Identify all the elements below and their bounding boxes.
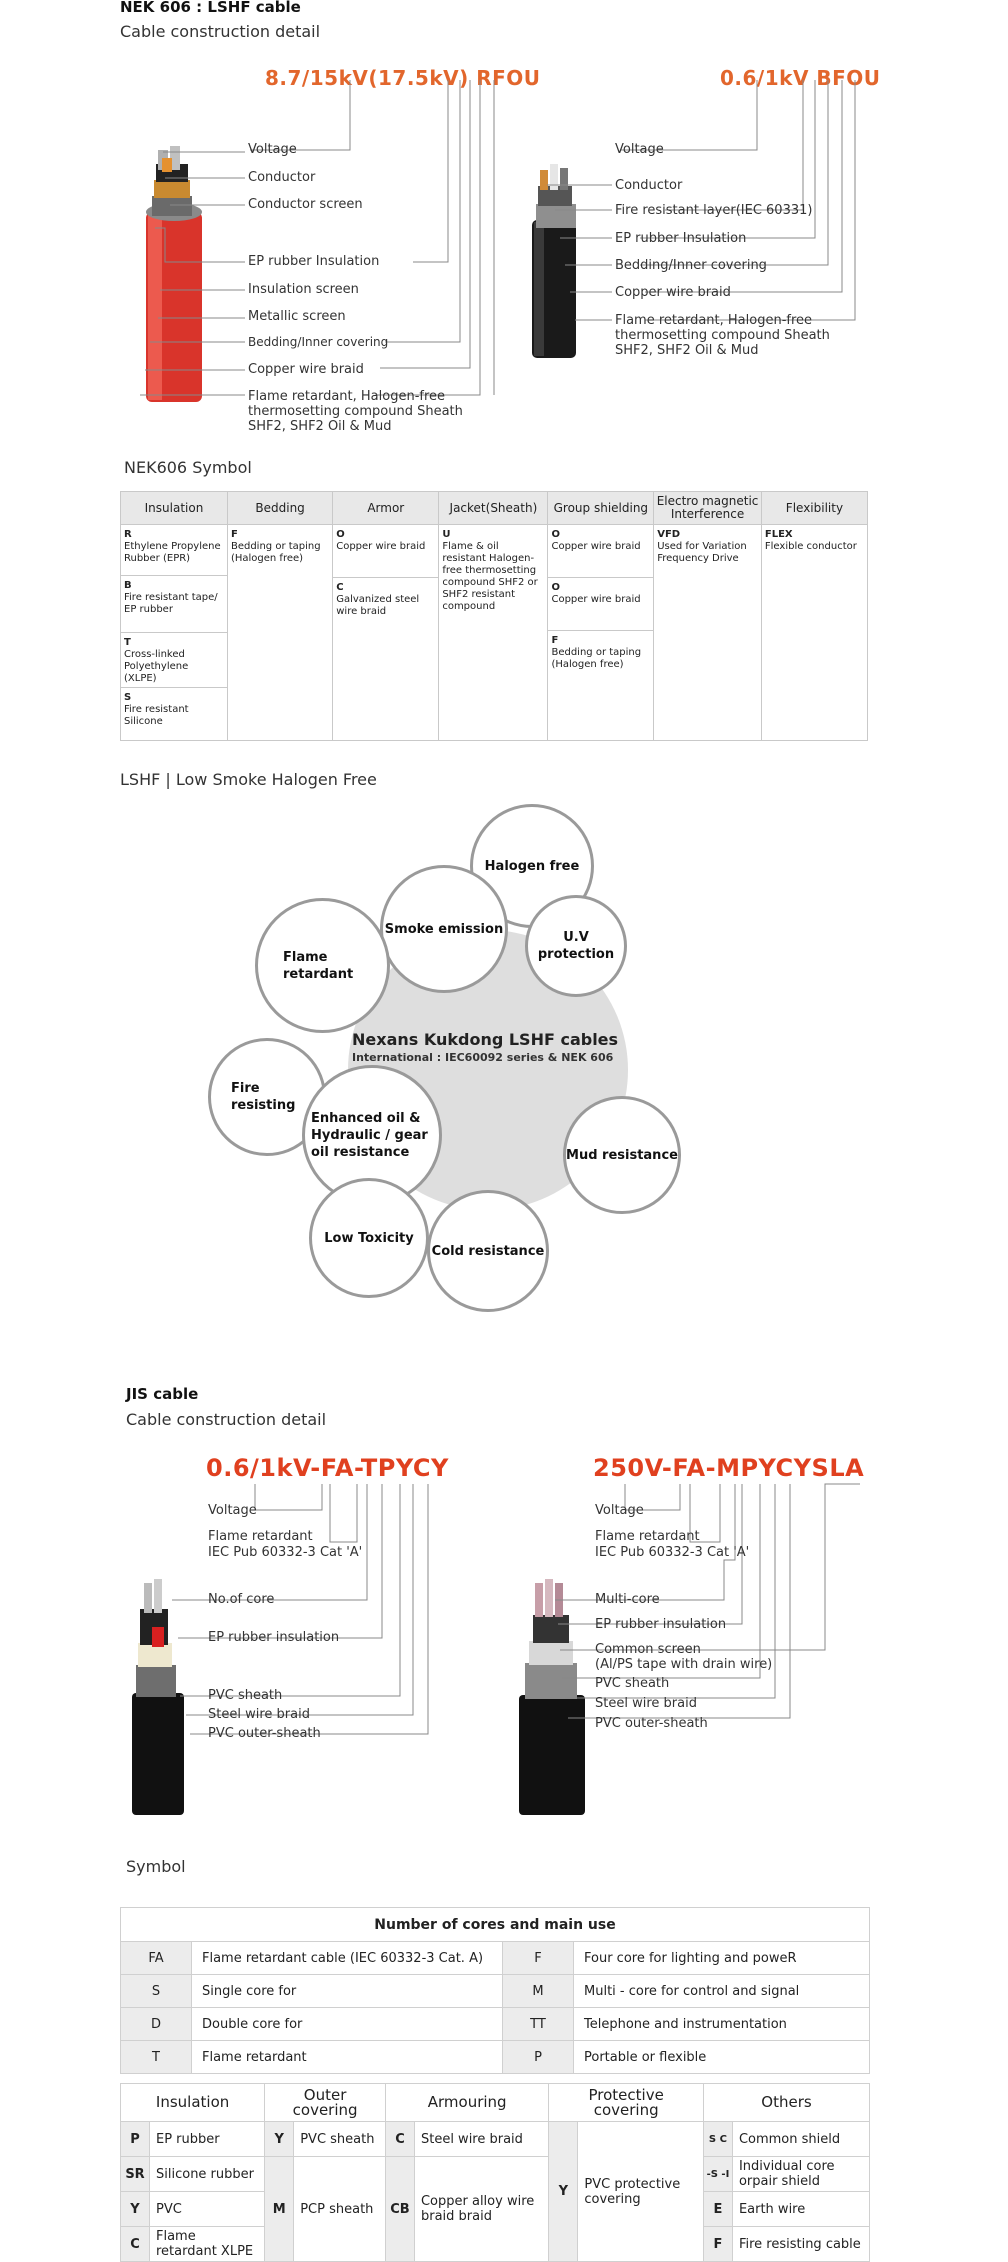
jacket-cell [439,525,548,741]
jis-code: C [385,2122,414,2157]
column-header: Insulation [121,2084,265,2122]
nek-right-label: Fire resistant layer(IEC 60331) [615,203,813,218]
symbol-desc: Copper wire braid [551,541,641,552]
column-header: Group shielding [548,492,654,525]
jis-right-label: Multi-core [595,1592,660,1607]
jis-code: C [121,2227,150,2262]
column-header: Outer covering [265,2084,386,2122]
bedding-cell [227,525,332,741]
jis-desc: Fire resisting cable [732,2227,869,2262]
jis-desc: Copper alloy wire braid braid [414,2157,548,2262]
symbol-code: C [336,582,344,593]
cores-code: TT [503,2008,574,2041]
jis-code: P [121,2122,150,2157]
cores-desc: Multi - core for control and signal [574,1975,870,2008]
cores-table-header: Number of cores and main use [121,1908,870,1942]
symbol-code: U [442,529,451,540]
nek-left-label: Bedding/Inner covering [248,335,389,349]
jis-desc: Individual core orpair shield [732,2157,869,2192]
symbol-code: O [551,529,560,540]
nek-title: NEK 606 : LSHF cable [120,0,301,16]
nek-right-label: Voltage [615,142,664,157]
jis-symbol-title: Symbol [126,1857,186,1876]
jis-desc: PCP sheath [294,2157,386,2262]
lshf-title: LSHF | Low Smoke Halogen Free [120,770,377,789]
cores-desc: Single core for [192,1975,503,2008]
jis-code: M [265,2157,294,2262]
symbol-desc: Bedding or taping (Halogen free) [230,541,321,564]
cores-code: P [503,2041,574,2074]
jis-code: F [703,2227,732,2262]
cores-code: FA [121,1942,192,1975]
symbol-code: FLEX [764,529,793,540]
nek-subtitle: Cable construction detail [120,22,321,41]
symbol-desc: Copper wire braid [336,541,426,552]
cores-desc: Telephone and instrumentation [574,2008,870,2041]
jis-desc: PVC protective covering [578,2122,704,2262]
jis-right-code: 250V-FA-MPYCYSLA [593,1454,865,1482]
symbol-code: T [124,637,131,648]
column-header: Insulation [121,492,228,525]
jis-left-label: PVC outer-sheath [208,1726,321,1741]
nek-left-label: Conductor [248,170,316,185]
nek-left-label: Metallic screen [248,309,346,324]
jis-code: Y [265,2122,294,2157]
nek-left-code: 8.7/15kV(17.5kV) RFOU [265,66,541,90]
symbol-desc: Used for Variation Frequency Drive [657,541,747,564]
nek-right-code: 0.6/1kV BFOU [720,66,881,90]
jis-right-label: Steel wire braid [595,1696,697,1711]
jis-code: E [703,2192,732,2227]
nek-right-label: SHF2, SHF2 Oil & Mud [615,343,759,358]
symbol-desc: Fire resistant Silicone [124,704,189,727]
column-header: Armouring [385,2084,548,2122]
nek-right-label: Conductor [615,178,683,193]
circle-fire-resisting: Fire resisting [208,1038,326,1156]
nek-left-label: Flame retardant, Halogen-free [248,389,446,404]
emi-cell [654,525,762,741]
nek-left-label: Voltage [248,142,297,157]
jis-right-label: PVC outer-sheath [595,1716,708,1731]
jis-left-label: Voltage [208,1503,257,1518]
column-header: Protective covering [549,2084,704,2122]
circle-halogen-free: Halogen free [470,804,594,928]
circle-uv-protection: U.V protection [525,895,627,997]
flexibility-cell [761,525,867,741]
column-header: Others [703,2084,869,2122]
cores-code: M [503,1975,574,2008]
jis-title: JIS cable [126,1385,199,1403]
cores-desc: Portable or flexible [574,2041,870,2074]
symbol-code: VFD [657,529,681,540]
nek-right-label: thermosetting compound Sheath [615,328,830,343]
nek-right-label: Bedding/Inner covering [615,258,767,273]
circle-oil-resistance: Enhanced oil & Hydraulic / gear oil resistance [302,1065,442,1205]
cores-desc: Flame retardant [192,2041,503,2074]
jis-right-label: (Al/PS tape with drain wire) [595,1657,773,1672]
cores-code: F [503,1942,574,1975]
lshf-center-title: Nexans Kukdong LSHF cables [352,1030,619,1049]
cores-code: T [121,2041,192,2074]
jis-desc: Steel wire braid [414,2122,548,2157]
jis-code: CB [385,2157,414,2262]
jis-desc: PVC [150,2192,265,2227]
jis-desc: Common shield [732,2122,869,2157]
symbol-desc: Flexible conductor [764,541,857,552]
jis-right-label: IEC Pub 60332-3 Cat 'A' [595,1545,750,1560]
symbol-desc: Galvanized steel wire braid [336,594,420,617]
nek-left-label: thermosetting compound Sheath [248,404,463,419]
symbol-section-title: NEK606 Symbol [124,458,252,477]
circle-smoke-emission: Smoke emission [380,865,508,993]
jis-desc: Earth wire [732,2192,869,2227]
symbol-code: R [124,529,132,540]
jis-right-label: PVC sheath [595,1676,670,1691]
column-header: Electro magnetic Interference [654,492,762,525]
symbol-code: O [336,529,345,540]
cores-desc: Flame retardant cable (IEC 60332-3 Cat. A) [192,1942,503,1975]
nek-left-label: Conductor screen [248,197,363,212]
jis-right-label: Flame retardant [595,1529,700,1544]
jis-code: Y [121,2192,150,2227]
symbol-desc: Flame & oil resistant Halogen-free thermosetting compound SHF2 or SHF2 resistant compound [442,541,538,612]
symbol-code: B [124,580,132,591]
cores-desc: Double core for [192,2008,503,2041]
symbol-desc: Fire resistant tape/ EP rubber [124,592,218,615]
jis-right-label: Common screen [595,1642,701,1657]
circle-low-toxicity: Low Toxicity [309,1178,429,1298]
group-shielding-cell [548,525,654,741]
jis-right-label: EP rubber insulation [595,1617,727,1632]
cores-table [120,1907,870,2074]
jis-left-label: Flame retardant [208,1529,313,1544]
column-header: Flexibility [761,492,867,525]
circle-flame-retardant: Flame retardant [255,898,390,1033]
jis-subtitle: Cable construction detail [126,1410,327,1429]
jis-right-label: Voltage [595,1503,644,1518]
nek-right-label: Copper wire braid [615,285,731,300]
circle-mud-resistance: Mud resistance [563,1096,681,1214]
circle-cold-resistance: Cold resistance [427,1190,549,1312]
jis-left-label: EP rubber insulation [208,1630,340,1645]
jis-left-label: No.of core [208,1592,275,1607]
nek-leader-lines [0,0,1008,460]
insulation-cell [121,525,228,741]
jis-code: -S -I [703,2157,732,2192]
jis-left-label: Steel wire braid [208,1707,310,1722]
jis-code: SR [121,2157,150,2192]
jis-leader-lines [0,1440,1008,1760]
symbol-desc: Bedding or taping (Halogen free) [551,647,642,670]
nek-right-label: EP rubber Insulation [615,231,747,246]
jis-desc: PVC sheath [294,2122,386,2157]
column-header: Armor [333,492,439,525]
cores-code: D [121,2008,192,2041]
symbol-code: O [551,582,560,593]
jis-desc: Flame retardant XLPE [150,2227,265,2262]
symbol-code: F [551,635,559,646]
jis-left-code: 0.6/1kV-FA-TPYCY [206,1454,449,1482]
symbol-code: S [124,692,132,703]
column-header: Jacket(Sheath) [439,492,548,525]
armor-cell [333,525,439,741]
jis-code: Y [549,2122,578,2262]
nek-left-label: Copper wire braid [248,362,364,377]
symbol-desc: Ethylene Propylene Rubber (EPR) [124,541,221,564]
cores-code: S [121,1975,192,2008]
lshf-center-subtitle: International : IEC60092 series & NEK 606 [352,1051,614,1064]
nek-left-label: EP rubber Insulation [248,254,380,269]
cores-desc: Four core for lighting and poweR [574,1942,870,1975]
jis-desc: EP rubber [150,2122,265,2157]
nek-left-label: SHF2, SHF2 Oil & Mud [248,419,392,434]
jis-symbol-table [120,2083,870,2262]
symbol-code: F [230,529,238,540]
jis-code: S C [703,2122,732,2157]
jis-left-label: IEC Pub 60332-3 Cat 'A' [208,1545,363,1560]
jis-desc: Silicone rubber [150,2157,265,2192]
jis-left-label: PVC sheath [208,1688,283,1703]
column-header: Bedding [227,492,332,525]
symbol-desc: Cross-linked Polyethylene (XLPE) [124,649,189,684]
nek-left-label: Insulation screen [248,282,359,297]
nek-symbol-table [120,491,868,741]
symbol-desc: Copper wire braid [551,594,641,605]
nek-right-label: Flame retardant, Halogen-free [615,313,813,328]
